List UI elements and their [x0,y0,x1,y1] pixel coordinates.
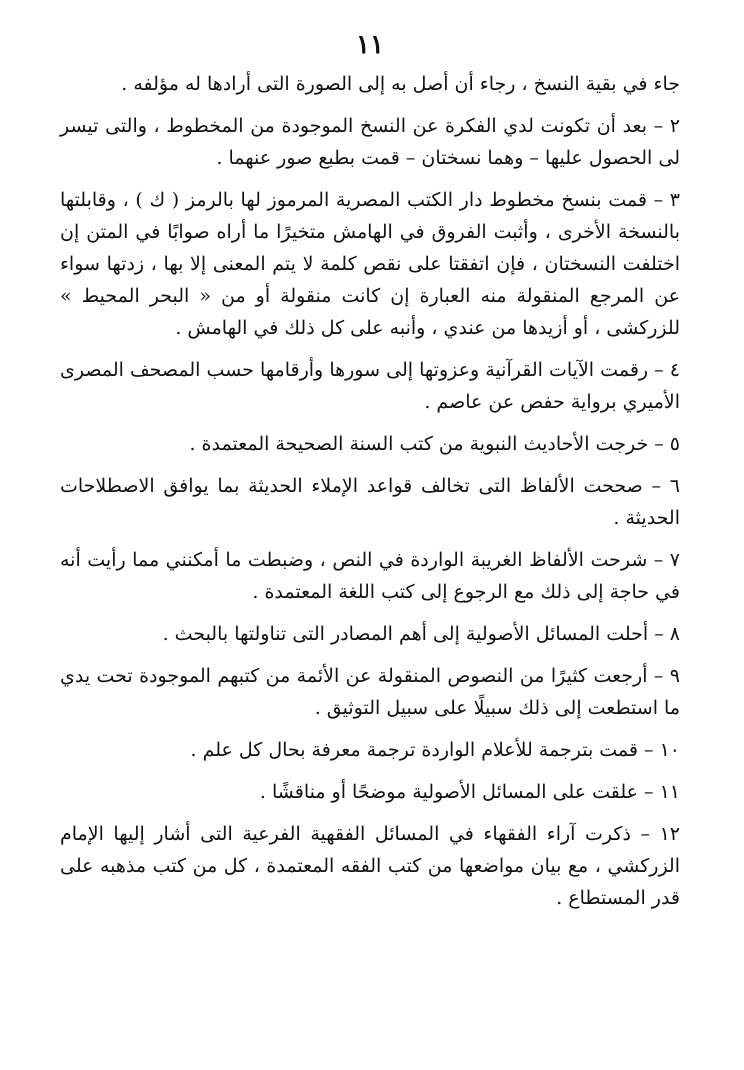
paragraph-item-4: ٤ – رقمت الآيات القرآنية وعزوتها إلى سورها وأرقامها حسب المصحف المصرى الأميري برواية حفص عن عاصم . [60,359,680,413]
paragraph-item-2: ٢ – بعد أن تكونت لدي الفكرة عن النسخ الموجودة من المخطوط ، والتى تيسر لى الحصول عليها – وهما نسختان – قمت بطبع صور عنهما . [60,115,680,169]
paragraph-item-10: ١٠ – قمت بترجمة للأعلام الواردة ترجمة معرفة بحال كل علم . [190,739,680,761]
paragraph-continuation: جاء في بقية النسخ ، رجاء أن أصل به إلى الصورة التى أرادها له مؤلفه . [121,73,680,95]
paragraph-item-3: ٣ – قمت بنسخ مخطوط دار الكتب المصرية المرموز لها بالرمز ( ك ) ، وقابلتها بالنسخة الأخرى ، وأثبت الفروق في الهامش متخيرًا ما أراه صوابًا في المتن إن اختلفت النسختان ، فإن اتفقتا على نقص كلمة لا يتم المعنى إلا بها ، زدتها سواء عن المرجع المنقولة منه العبارة إن كانت منقولة أو من « البحر المحيط » للزركشى ، أو أزيدها من عندي ، وأنبه على كل ذلك في الهامش . [60,189,680,339]
paragraph-item-7: ٧ – شرحت الألفاظ الغريبة الواردة في النص ، وضبطت ما أمكنني مما رأيت أنه في حاجة إلى ذلك مع الرجوع إلى كتب اللغة المعتمدة . [60,549,680,603]
page-number: ١١ [356,30,384,60]
paragraph-item-9: ٩ – أرجعت كثيرًا من النصوص المنقولة عن الأئمة من كتبهم الموجودة تحت يدي ما استطعت إلى ذلك سبيلًا على سبيل التوثيق . [60,665,680,719]
paragraph-item-12: ١٢ – ذكرت آراء الفقهاء في المسائل الفقهية الفرعية التى أشار إليها الإمام الزركشي ، مع بيان مواضعها من كتب الفقه المعتمدة ، كل من كتب مذهبه على قدر المستطاع . [60,823,680,909]
paragraph-item-6: ٦ – صححت الألفاظ التى تخالف قواعد الإملاء الحديثة بما يوافق الاصطلاحات الحديثة . [60,475,680,529]
document-page [60,28,680,914]
paragraph-item-5: ٥ – خرجت الأحاديث النبوية من كتب السنة الصحيحة المعتمدة . [189,433,680,455]
paragraph-item-11: ١١ – علقت على المسائل الأصولية موضحًا أو مناقشًا . [259,781,680,803]
paragraph-item-8: ٨ – أحلت المسائل الأصولية إلى أهم المصادر التى تناولتها بالبحث . [162,623,680,645]
